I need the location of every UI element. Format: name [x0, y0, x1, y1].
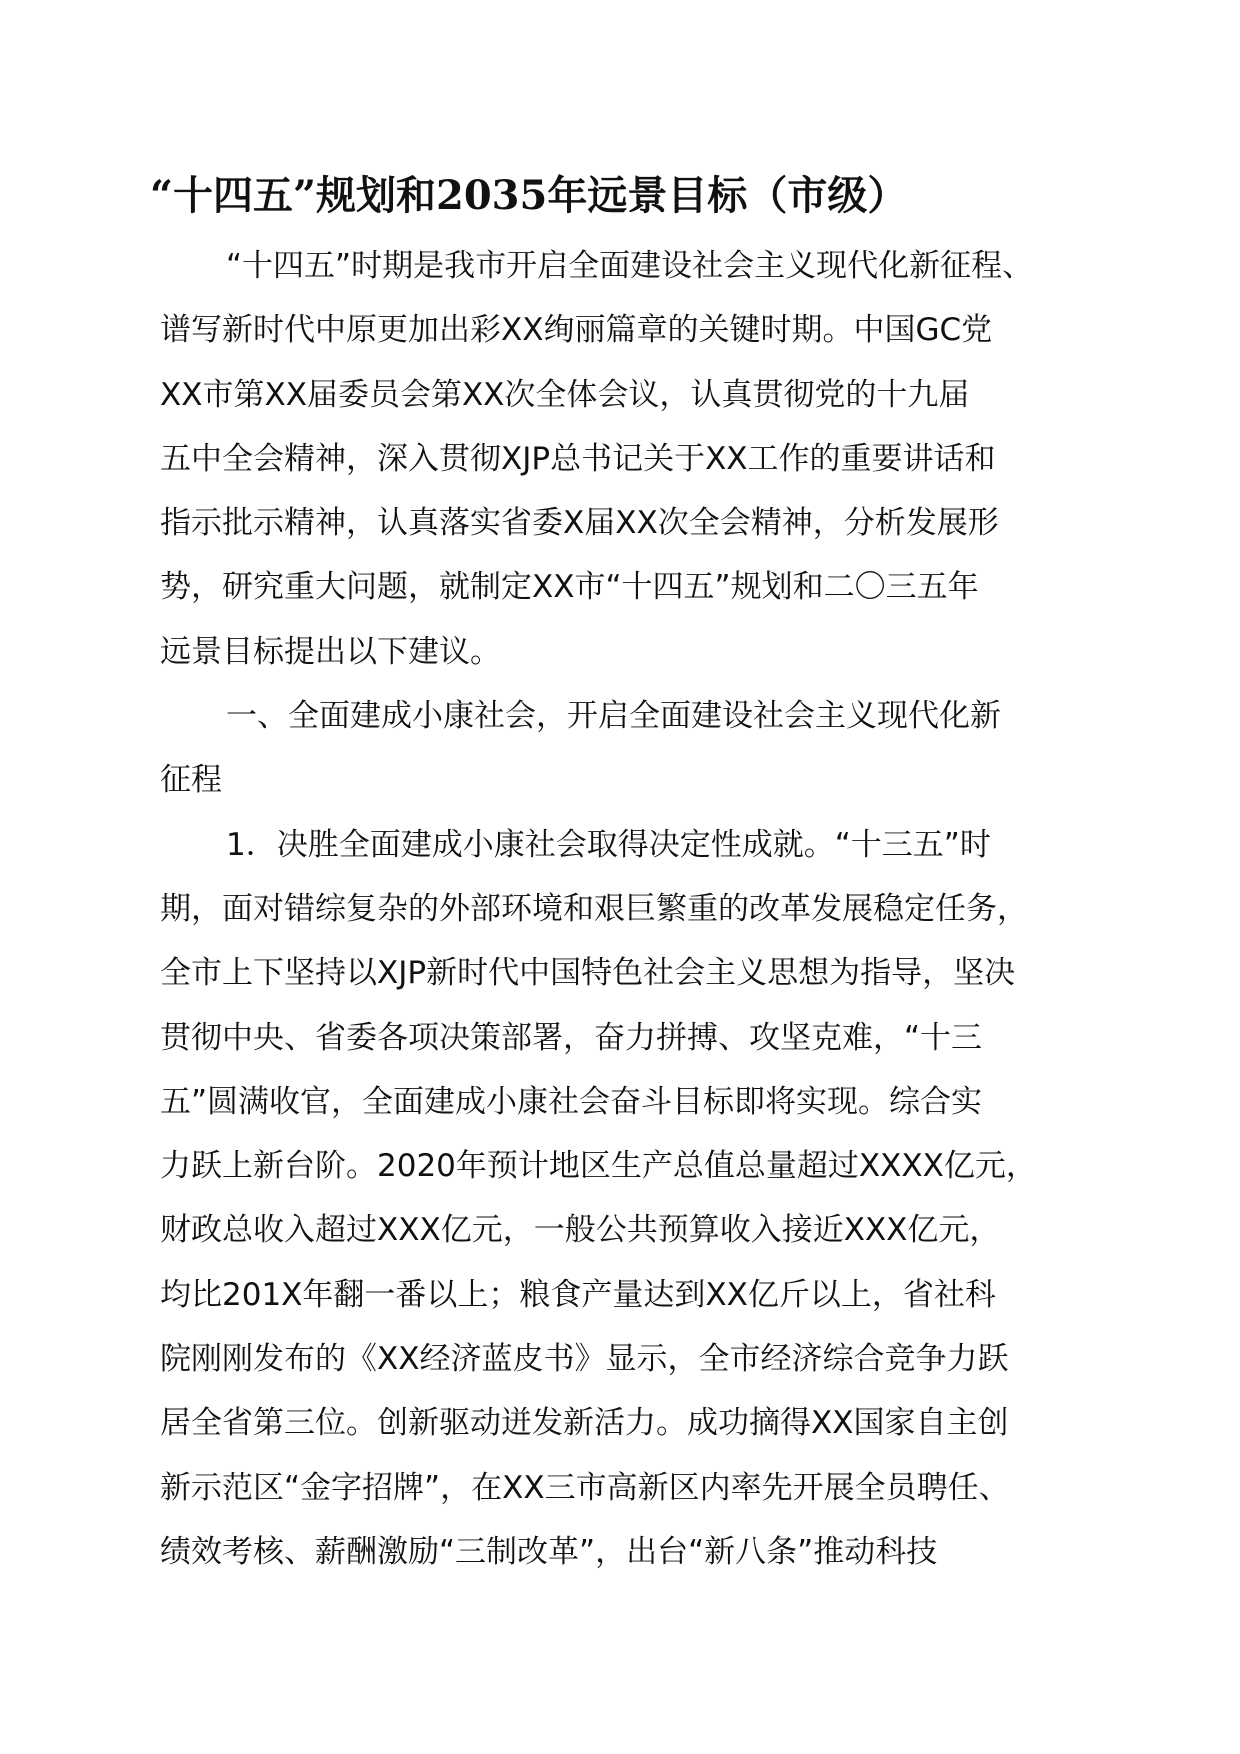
paragraph-line: “十四五”时期是我市开启全面建设社会主义现代化新征程、 [226, 248, 1034, 284]
document-title: “十四五”规划和2035年远景目标（市级） [150, 172, 908, 219]
paragraph-line: 期，面对错综复杂的外部环境和艰巨繁重的改革发展稳定任务， [160, 890, 1028, 927]
paragraph-line: 指示批示精神，认真落实省委X届XX次全会精神，分析发展形 [160, 505, 999, 542]
paragraph-line: 五中全会精神，深入贯彻XJP总书记关于XX工作的重要讲话和 [160, 440, 996, 477]
paragraph-line: 均比201X年翻一番以上；粮食产量达到XX亿斤以上，省社科 [160, 1276, 996, 1313]
paragraph-line: 新示范区“金字招牌”，在XX三市高新区内率先开展全员聘任、 [160, 1469, 1010, 1506]
section-heading-line: 一、全面建成小康社会，开启全面建设社会主义现代化新 [226, 698, 1001, 735]
paragraph-line: 谱写新时代中原更加出彩XX绚丽篇章的关键时期。中国GC党 [160, 312, 993, 349]
paragraph-line: 势，研究重大问题，就制定XX市“十四五”规划和二〇三五年 [160, 569, 979, 606]
section-heading-line: 征程 [160, 762, 222, 799]
paragraph-line: 院刚刚发布的《XX经济蓝皮书》显示，全市经济综合竞争力跃 [160, 1341, 1009, 1378]
paragraph-line: 绩效考核、薪酬激励“三制改革”，出台“新八条”推动科技 [160, 1533, 938, 1570]
paragraph-line: 五”圆满收官，全面建成小康社会奋斗目标即将实现。综合实 [160, 1083, 983, 1120]
paragraph-line: 力跃上新台阶。2020年预计地区生产总值总量超过XXXX亿元， [160, 1148, 1037, 1185]
document-body [160, 234, 1110, 1584]
paragraph-line: 全市上下坚持以XJP新时代中国特色社会主义思想为指导，坚决 [160, 955, 1016, 992]
paragraph-line: 贯彻中央、省委各项决策部署，奋力拼搏、攻坚克难，“十三 [160, 1019, 983, 1056]
paragraph-line: 远景目标提出以下建议。 [160, 633, 501, 670]
paragraph-line: 居全省第三位。创新驱动迸发新活力。成功摘得XX国家自主创 [160, 1405, 1009, 1442]
paragraph-line: 财政总收入超过XXX亿元，一般公共预算收入接近XXX亿元， [160, 1212, 1001, 1249]
paragraph-line: 1．决胜全面建成小康社会取得决定性成就。“十三五”时 [226, 826, 991, 863]
paragraph-line: XX市第XX届委员会第XX次全体会议，认真贯彻党的十九届 [160, 376, 970, 413]
